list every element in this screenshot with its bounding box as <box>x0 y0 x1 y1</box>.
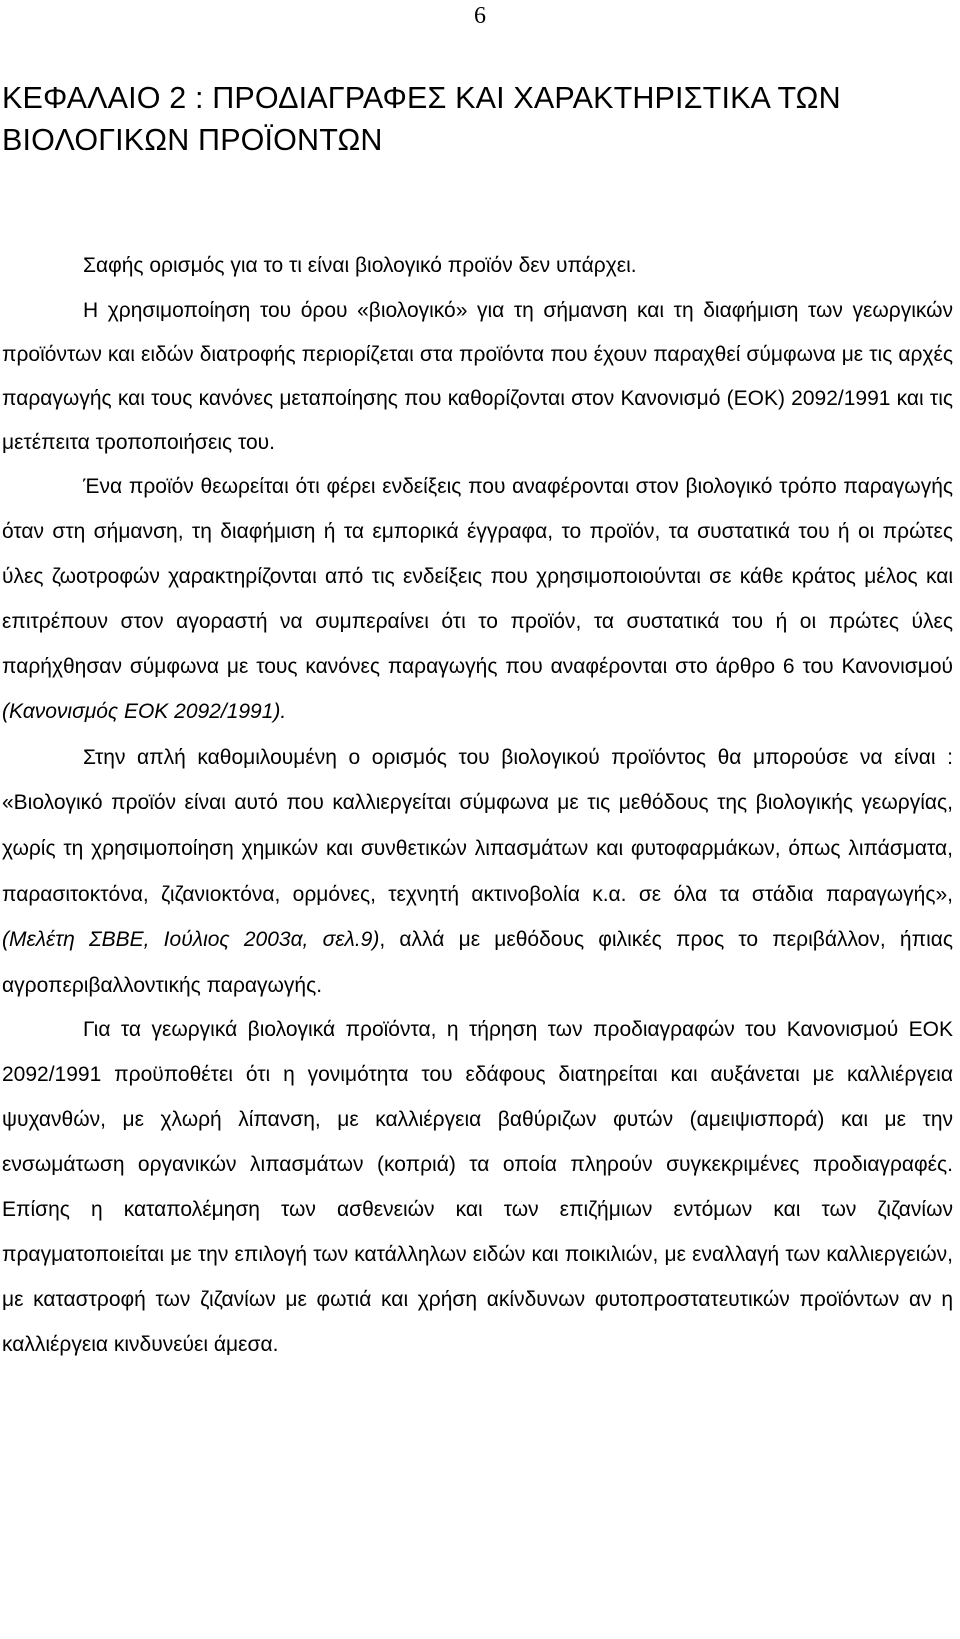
paragraph-term-usage: Η χρησιμοποίηση του όρου «βιολογικό» για τη σήμανση και τη διαφήμιση των γεωργικών προϊόντων και ειδών διατροφής περιορίζεται στα προϊόντα που έχουν παραχθεί σύμφωνα με τις αρχές παραγωγής και τους κανόνες μεταποίησης που καθορίζονται στον Κανονισμό (ΕΟΚ) 2092/1991 και τις μετέπειτα τροποποιήσεις του. <box>2 298 953 455</box>
paragraph-indications <box>2 465 953 734</box>
body-text <box>2 244 953 1368</box>
paragraph-common-definition-text: Στην απλή καθομιλουμένη ο ορισμός του βιολογικού προϊόντος θα μπορούσε να είναι : «Βιολογικό προϊόν είναι αυτό που καλλιεργείται σύμφωνα με τις μεθόδους της βιολογικής γεωργίας, χωρίς τη χρησιμοποίηση χημικών και συνθετικών λιπασμάτων και φυτοφαρμάκων, όπως λιπάσματα, παρασιτοκτόνα, ζιζανιοκτόνα, ορμόνες, τεχνητή ακτινοβολία κ.α. σε όλα τα στάδια παραγωγής», <box>2 745 953 906</box>
citation-regulation: (Κανονισμός ΕΟΚ 2092/1991). <box>2 699 287 723</box>
paragraph-indications-text: Ένα προϊόν θεωρείται ότι φέρει ενδείξεις που αναφέρονται στον βιολογικό τρόπο παραγωγής όταν στη σήμανση, τη διαφήμιση ή τα εμπορικά έγγραφα, το προϊόν, τα συστατικά του ή οι πρώτες ύλες ζωοτροφών χαρακτηρίζονται από τις ενδείξεις που χρησιμοποιούνται σε κάθε κράτος μέλος και επιτρέπουν στον αγοραστή να συμπεραίνει ότι το προϊόν, τα συστατικά του ή οι πρώτες ύλες παρήχθησαν σύμφωνα με τους κανόνες παραγωγής που αναφέρονται στο άρθρο 6 του Κανονισμού <box>2 475 953 678</box>
paragraph-common-definition-text-end: , αλλά με μεθόδους φιλικές προς το περιβάλλον, ήπιας αγροπεριβαλλοντικής παραγωγής. <box>2 928 954 997</box>
paragraph-specifications: Για τα γεωργικά βιολογικά προϊόντα, η τήρηση των προδιαγραφών του Κανονισμού ΕΟΚ 2092/1991 προϋποθέτει ότι η γονιμότητα του εδάφους διατηρείται και αυξάνεται με καλλιέργεια ψυχανθών, με χλωρή λίπανση, με καλλιέργεια βαθύριζων φυτών (αμειψισπορά) και με την ενσωμάτωση οργανικών λιπασμάτων (κοπριά) τα οποία πληρούν συγκεκριμένες προδιαγραφές. Επίσης η καταπολέμηση των ασθενειών και των επιζήμιων εντόμων και των ζιζανίων πραγματοποιείται με την επιλογή των κατάλληλων ειδών και ποικιλιών, με εναλλαγή των καλλιεργειών, με καταστροφή των ζιζανίων με φωτιά και χρήση ακίνδυνων φυτοπροστατευτικών προϊόντων αν η καλλιέργεια κινδυνεύει άμεσα. <box>2 1018 953 1356</box>
citation-study: (Μελέτη ΣΒΒΕ, Ιούλιος 2003α, σελ.9) <box>2 928 380 952</box>
page-number: 6 <box>474 3 486 29</box>
paragraph-common-definition <box>2 735 953 1009</box>
chapter-title: ΚΕΦΑΛΑΙΟ 2 : ΠΡΟΔΙΑΓΡΑΦΕΣ ΚΑΙ ΧΑΡΑΚΤΗΡΙΣΤΙΚΑ ΤΩΝ ΒΙΟΛΟΓΙΚΩΝ ΠΡΟΪΟΝΤΩΝ <box>2 81 841 157</box>
paragraph-definition-intro: Σαφής ορισμός για το τι είναι βιολογικό προϊόν δεν υπάρχει. <box>83 254 637 277</box>
